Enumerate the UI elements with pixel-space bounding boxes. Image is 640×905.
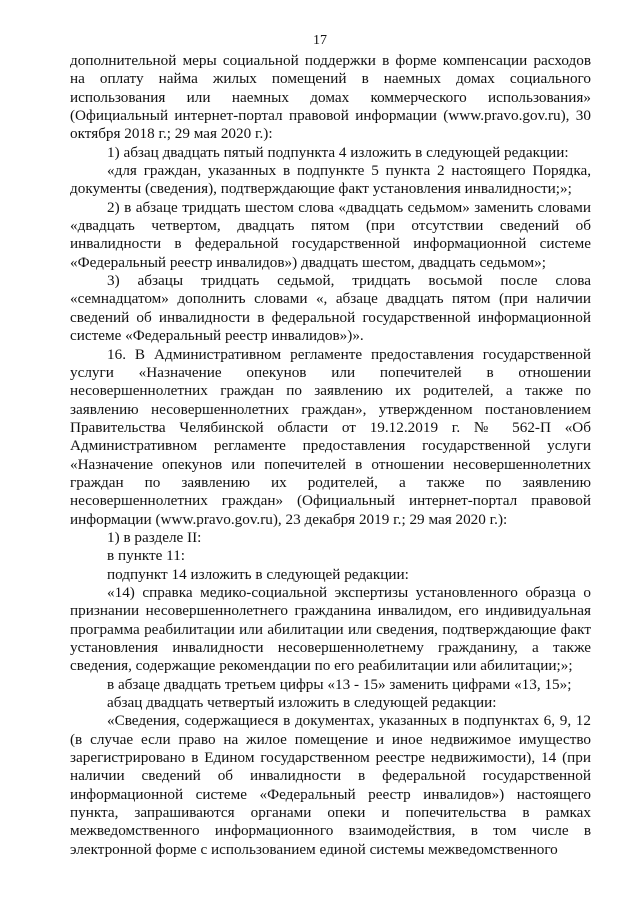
paragraph-11: в абзаце двадцать третьем цифры «13 - 15» заменить цифрами «13, 15»; [107,675,572,693]
paragraph-12: абзац двадцать четвертый изложить в следующей редакции: [107,694,497,712]
paragraph-5: 3) абзацы тридцать седьмой, тридцать восьмой после слова «семнадцатом» дополнить словами «, абзаце двадцать пятом (при наличии сведений об инвалидности в федеральной государственной информационной системе «Федеральный реестр инвалидов»)». [70,272,591,345]
paragraph-9: подпункт 14 изложить в следующей редакции: [107,565,409,583]
paragraph-4: 2) в абзаце тридцать шестом слова «двадцать седьмом» заменить словами «двадцать четвертом, двадцать пятом (при отсутствии сведений об инвалидности в федеральной государственной информационной системе «Федеральный реестр инвалидов») двадцать шестом, двадцать седьмом»; [70,198,591,271]
paragraph-13: «Сведения, содержащиеся в документах, указанных в подпунктах 6, 9, 12 (в случае если право на жилое помещение и иное недвижимое имущество зарегистрировано в Едином государственном реестре недвижимости), 14 (при наличии сведений об инвалидности в федеральной государственной информационной системе «Федеральный реестр инвалидов») настоящего пункта, запрашиваются органами опеки и попечительства в рамках межведомственного информационного взаимодействия, в том числе в электронной форме с использованием единой системы межведомственного [70,712,591,858]
page-number: 17 [313,33,327,48]
paragraph-1: дополнительной меры социальной поддержки в форме компенсации расходов на оплату найма жилых помещений в наемных домах социального использования или наемных домах коммерческого использования» (Официальный интернет-портал правовой информации (www.pravo.gov.ru), 30 октября 2018 г.; 29 мая 2020 г.): [70,52,591,143]
paragraph-10: «14) справка медико-социальной экспертизы установленного образца о признании несовершеннолетнего гражданина инвалидом, его индивидуальная программа реабилитации или абилитации или сведения, подтверждающие факт установления инвалидности несовершеннолетнему гражданину, а также сведения, содержащие рекомендации по его реабилитации или абилитации;»; [70,583,591,675]
paragraph-8: в пункте 11: [107,547,186,565]
paragraph-7: 1) в разделе II: [107,528,202,546]
paragraph-6: 16. В Административном регламенте предоставления государственной услуги «Назначение опекунов или попечителей в отношении несовершеннолетних граждан по заявлению их родителей, а также по заявлению несовершеннолетних граждан», утвержденном постановлением Правительства Челябинской области от 19.12.2019 г. № 562-П «Об Административном регламенте предоставления государственной услуги «Назначение опекунов или попечителей в отношении несовершеннолетних граждан по заявлению их родителей, а также по заявлению несовершеннолетних граждан» (Официальный интернет-портал правовой информации (www.pravo.gov.ru), 23 декабря 2019 г.; 29 мая 2020 г.): [70,345,591,528]
paragraph-2: 1) абзац двадцать пятый подпункта 4 изложить в следующей редакции: [107,143,569,161]
document-body [70,52,591,859]
paragraph-3: «для граждан, указанных в подпункте 5 пункта 2 настоящего Порядка, документы (сведения), подтверждающие факт установления инвалидности;»; [70,162,591,198]
